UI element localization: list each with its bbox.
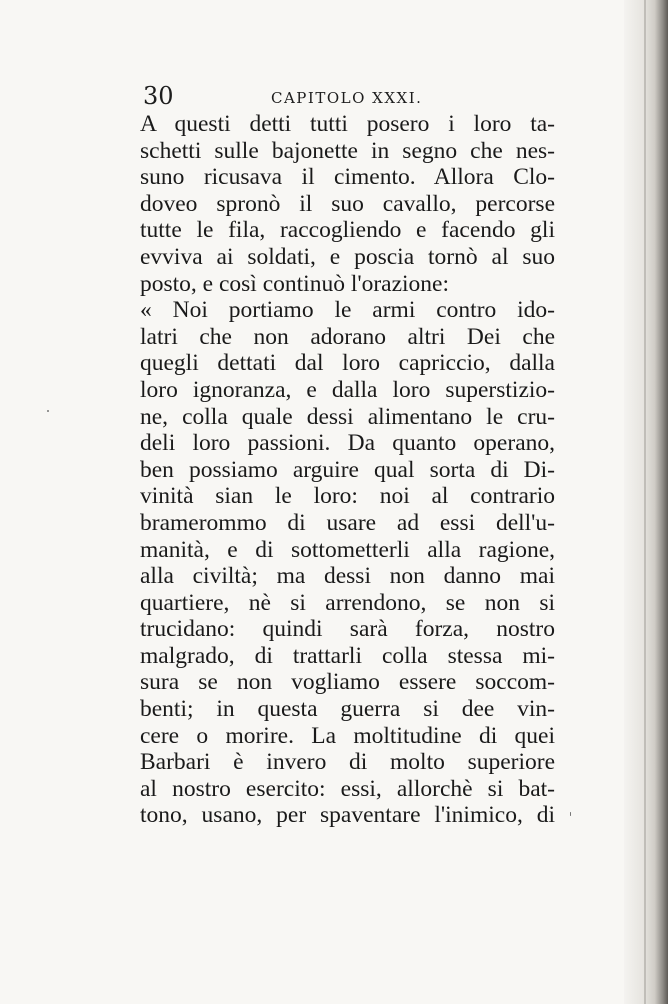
text-line: quegli dettati dal loro capriccio, dalla xyxy=(140,350,555,377)
text-line: cere o morire. La moltitudine di quei xyxy=(140,722,555,749)
gutter-fold-line xyxy=(644,0,646,1004)
text-line: evviva ai soldati, e poscia tornò al suo xyxy=(140,243,555,270)
text-line: A questi detti tutti posero i loro ta- xyxy=(140,111,555,137)
text-line: tutte le fila, raccogliendo e facendo gli xyxy=(140,217,555,244)
text-line: ben possiamo arguire qual sorta di Di- xyxy=(140,456,555,483)
chapter-heading: CAPITOLO XXXI. xyxy=(271,89,423,107)
text-line: al nostro esercito: essi, allorchè si bat- xyxy=(140,775,555,802)
text-line: deli loro passioni. Da quanto operano, xyxy=(140,430,555,457)
page-number: 30 xyxy=(143,82,174,110)
text-line: doveo spronò il suo cavallo, percorse xyxy=(140,190,555,217)
text-line: Barbari è invero di molto superiore xyxy=(140,749,555,776)
text-line: manità, e di sottometterli alla ragione, xyxy=(140,536,555,563)
text-line: quartiere, nè si arrendono, se non si xyxy=(140,589,555,616)
text-line: sura se non vogliamo essere soccom- xyxy=(140,669,555,696)
text-line: loro ignoranza, e dalla loro superstizio- xyxy=(140,376,555,403)
text-line: ne, colla quale dessi alimentano le cru- xyxy=(140,403,555,430)
page-gutter-shadow xyxy=(624,0,668,1004)
paper-speck xyxy=(47,410,49,412)
text-line: bramerommo di usare ad essi dell'u- xyxy=(140,509,555,536)
text-line: schetti sulle bajonette in segno che nes- xyxy=(140,137,555,164)
text-line: posto, e così continuò l'orazione: xyxy=(140,270,450,297)
text-line: benti; in questa guerra si dee vin- xyxy=(140,696,555,723)
paper-speck xyxy=(570,812,571,816)
text-line: alla civiltà; ma dessi non danno mai xyxy=(140,563,555,590)
text-line: vinità sian le loro: noi al contrario xyxy=(140,483,555,510)
text-line: latri che non adorano altri Dei che xyxy=(140,323,555,350)
text-line: suno ricusava il cimento. Allora Clo- xyxy=(140,164,555,191)
text-line: trucidano: quindi sarà forza, nostro xyxy=(140,616,555,643)
running-head xyxy=(143,82,443,114)
text-line: tono, usano, per spaventare l'inimico, di xyxy=(140,802,555,829)
body-text xyxy=(140,111,555,829)
text-line: malgrado, di trattarli colla stessa mi- xyxy=(140,642,555,669)
text-line: « Noi portiamo le armi contro ido- xyxy=(140,297,555,324)
